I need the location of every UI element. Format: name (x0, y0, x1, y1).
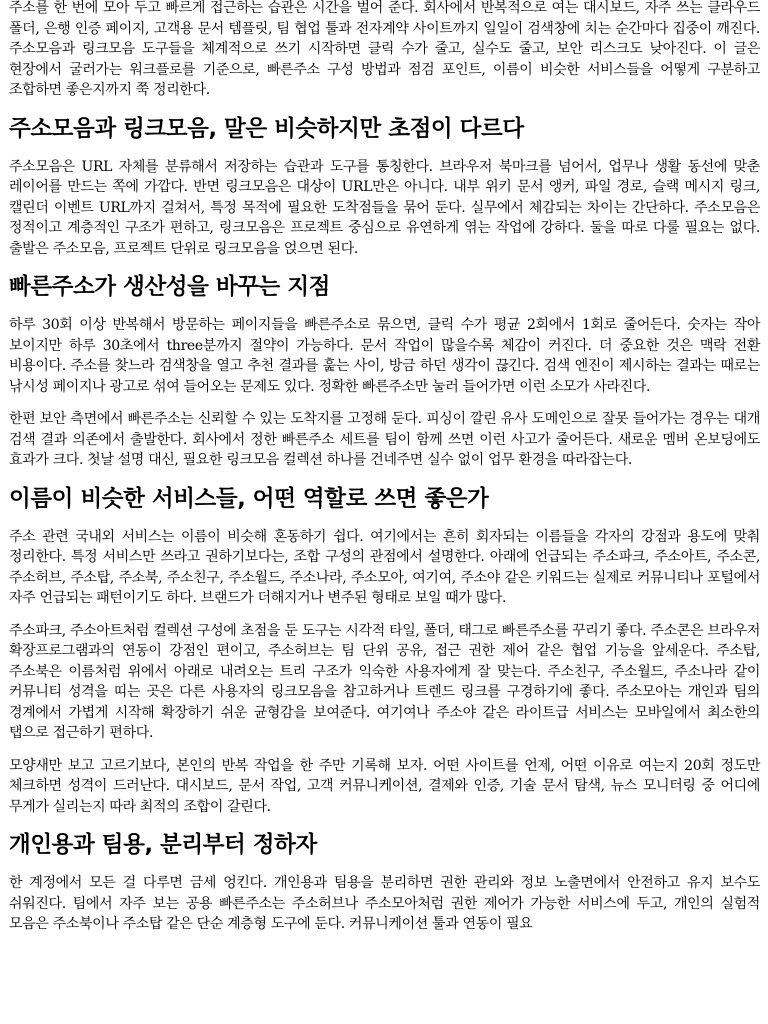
section-heading: 빠른주소가 생산성을 바꾸는 지점 (9, 274, 330, 300)
section-paragraph: 하루 30회 이상 반복해서 방문하는 페이지들을 빠른주소로 묶으면, 클릭 수가 평균 2회에서 1회로 줄어든다. 숫자는 작아 보이지만 하루 30초에서 three분까지 절약이 가능하다. 문서 작업이 많을수록 체감이 커진다. 더 중요한 것은 맥락 전환 비용이다. 주소를 찾느라 검색창을 열고 추천 결과를 훑는 사이, 방금 하던 생각이 끊긴다. 검색 엔진이 제시하는 결과는 때로는 낚시성 페이지나 광고로 섞여 들어오는 문제도 있다. 정확한 빠른주소만 눌러 들어가면 이런 소모가 사라진다. (9, 317, 760, 395)
section-productivity (9, 273, 760, 471)
section-heading: 주소모음과 링크모음, 말은 비슷하지만 초점이 다르다 (9, 115, 524, 142)
section-paragraph: 한 계정에서 모든 걸 다루면 금세 엉킨다. 개인용과 팀용을 분리하면 권한 관리와 정보 노출면에서 안전하고 유지 보수도 쉬워진다. 팀에서 자주 보는 공용 빠른주소는 주소허브나 주소모아처럼 권한 제어가 가능한 서비스에 두고, 개인의 실험적 모음은 주소북이나 주소탑 같은 단순 계층형 도구에 둔다. 커뮤니케이션 툴과 연동이 필요 (9, 875, 760, 932)
section-personal-vs-team (9, 831, 760, 935)
section-heading: 개인용과 팀용, 분리부터 정하자 (9, 832, 317, 858)
section-paragraph: 주소 관련 국내외 서비스는 이름이 비슷해 혼동하기 쉽다. 여기에서는 흔히 회자되는 이름들을 각자의 강점과 용도에 맞춰 정리한다. 특정 서비스만 쓰라고 권하기보다는, 조합 구성의 관점에서 설명한다. 아래에 언급되는 주소파크, 주소아트, 주소콘, 주소허브, 주소탑, 주소북, 주소친구, 주소월드, 주소나라, 주소모아, 여기여, 주소야 같은 키워드는 실제로 커뮤니티나 포털에서 자주 언급되는 패턴이기도 하다. 브랜드가 더해지거나 변주된 형태로 보일 때가 많다. (9, 528, 760, 606)
intro-paragraph: 주소를 한 번에 모아 두고 빠르게 접근하는 습관은 시간을 벌어 준다. 회사에서 반복적으로 여는 대시보드, 자주 쓰는 클라우드 폴더, 은행 인증 페이지, 고객용 문서 템플릿, 팀 협업 툴과 전자계약 사이트까지 일일이 검색창에 치는 순간마다 집중이 깨진다. 주소모음과 링크모음 도구들을 체계적으로 쓰기 시작하면 클릭 수가 줄고, 실수도 줄고, 보안 리스크도 낮아진다. 이 글은 현장에서 굴러가는 워크플로를 기준으로, 빠른주소 구성 방법과 점검 포인트, 이름이 비슷한 서비스들을 어떻게 구분하고 조합하면 좋은지까지 쭉 정리한다. (9, 0, 760, 98)
section-paragraph: 주소모음은 URL 자체를 분류해서 저장하는 습관과 도구를 통칭한다. 브라우저 북마크를 넘어서, 업무나 생활 동선에 맞춘 레이어를 만드는 쪽에 가깝다. 반면 링크모음은 대상이 URL만은 아니다. 내부 위키 문서 앵커, 파일 경로, 슬랙 메시지 링크, 캘린더 이벤트 URL까지 걸쳐서, 특정 목적에 필요한 도착점들을 묶어 둔다. 실무에서 체감되는 차이는 간단하다. 주소모음은 정적이고 계층적인 구조가 편하고, 링크모음은 프로젝트 중심으로 유연하게 엮는 작업에 강하다. 둘을 따로 다룰 필요는 없다. 출발은 주소모음, 프로젝트 단위로 링크모음을 얹으면 된다. (9, 158, 760, 257)
section-paragraph: 모양새만 보고 고르기보다, 본인의 반복 작업을 한 주만 기록해 보자. 어떤 사이트를 언제, 어떤 이유로 여는지 20회 정도만 체크하면 성격이 드러난다. 대시보드, 문서 작업, 고객 커뮤니케이션, 결제와 인증, 기술 문서 탐색, 뉴스 모니터링 중 어디에 무게가 실리는지 따라 최적의 조합이 갈린다. (9, 757, 760, 815)
section-paragraph: 주소파크, 주소아트처럼 컬렉션 구성에 초점을 둔 도구는 시각적 타일, 폴더, 태그로 빠른주소를 꾸리기 좋다. 주소콘은 브라우저 확장프로그램과의 연동이 강점인 편이고, 주소허브는 팀 단위 공유, 접근 권한 제어 같은 협업 기능을 앞세운다. 주소탑, 주소북은 이름처럼 위에서 아래로 내려오는 트리 구조가 익숙한 사용자에게 잘 맞는다. 주소친구, 주소월드, 주소나라 같이 커뮤니티 성격을 띠는 곳은 다른 사용자의 링크모음을 참고하거나 트렌드 링크를 구경하기에 좋다. 주소모아는 개인과 팀의 경계에서 가볍게 시작해 확장하기 쉬운 균형감을 보여준다. 여기여나 주소야 같은 라이트급 서비스는 모바일에서 최소한의 탭으로 접근하기 편하다. (9, 622, 760, 741)
section-paragraph: 한편 보안 측면에서 빠른주소는 신뢰할 수 있는 도착지를 고정해 둔다. 피싱이 깔린 유사 도메인으로 잘못 들어가는 경우는 대개 검색 결과 의존에서 출발한다. 회사에서 정한 빠른주소 세트를 팀이 함께 쓰면 이런 사고가 줄어든다. 새로운 멤버 온보딩에도 효과가 크다. 첫날 설명 대신, 필요한 링크모음 컬렉션 하나를 건네주면 실수 없이 업무 환경을 따라잡는다. (9, 411, 760, 468)
section-heading: 이름이 비슷한 서비스들, 어떤 역할로 쓰면 좋은가 (9, 485, 489, 512)
section-address-vs-link (9, 115, 760, 260)
section-similar-services (9, 485, 760, 818)
